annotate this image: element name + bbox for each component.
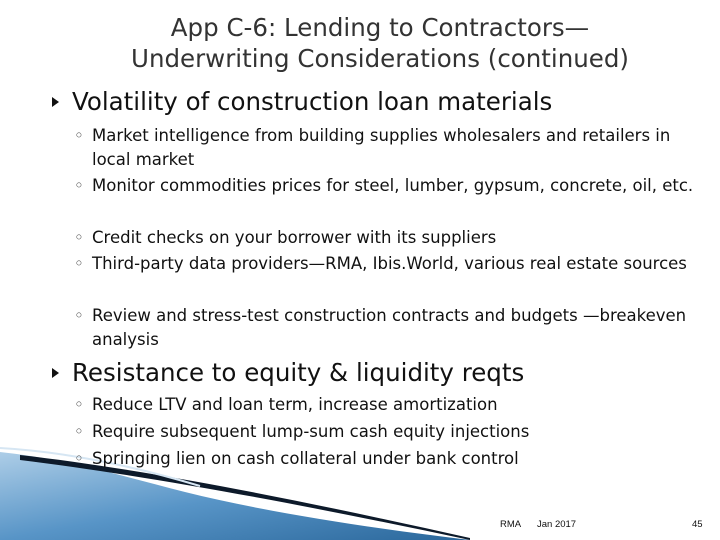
footer-date: Jan 2017 (537, 519, 577, 530)
list-item-text: Reduce LTV and loan term, increase amortization (92, 395, 498, 414)
circle-bullet-icon: ◦ (74, 449, 84, 468)
list-item (74, 252, 694, 276)
triangle-bullet-icon (52, 97, 59, 107)
list-item-text: Third-party data providers—RMA, Ibis.World, various real estate sources (92, 254, 687, 273)
circle-bullet-icon: ◦ (74, 395, 84, 414)
list-item-text: Market intelligence from building supplies wholesalers and retailers in local market (92, 126, 671, 169)
circle-bullet-icon: ◦ (74, 306, 84, 325)
list-item-text: Monitor commodities prices for steel, lumber, gypsum, concrete, oil, etc. (92, 176, 694, 195)
circle-bullet-icon: ◦ (74, 254, 84, 273)
slide-title (60, 12, 700, 74)
circle-bullet-icon: ◦ (74, 176, 84, 195)
triangle-bullet-icon (52, 368, 59, 378)
list-item (74, 447, 694, 471)
list-item-text: Review and stress-test construction contracts and budgets —breakeven analysis (92, 306, 687, 349)
section-heading-text: Resistance to equity & liquidity reqts (72, 358, 525, 387)
section-heading-text: Volatility of construction loan materials (72, 87, 553, 116)
list-item-text: Require subsequent lump-sum cash equity injections (92, 422, 530, 441)
circle-bullet-icon: ◦ (74, 126, 84, 145)
slide-title-line-2: Underwriting Considerations (continued) (131, 44, 629, 73)
list-item-text: Springing lien on cash collateral under bank control (92, 449, 519, 468)
list-item (74, 124, 694, 172)
circle-bullet-icon: ◦ (74, 422, 84, 441)
list-item (74, 174, 694, 198)
footer-org: RMA (500, 519, 522, 530)
list-item-text: Credit checks on your borrower with its suppliers (92, 228, 497, 247)
list-item (74, 226, 694, 250)
page-number: 45 (692, 519, 703, 530)
list-item (74, 393, 694, 417)
slide-title-line-1: App C-6: Lending to Contractors— (170, 13, 590, 42)
circle-bullet-icon: ◦ (74, 228, 84, 247)
list-item (74, 420, 694, 444)
list-item (74, 304, 694, 352)
